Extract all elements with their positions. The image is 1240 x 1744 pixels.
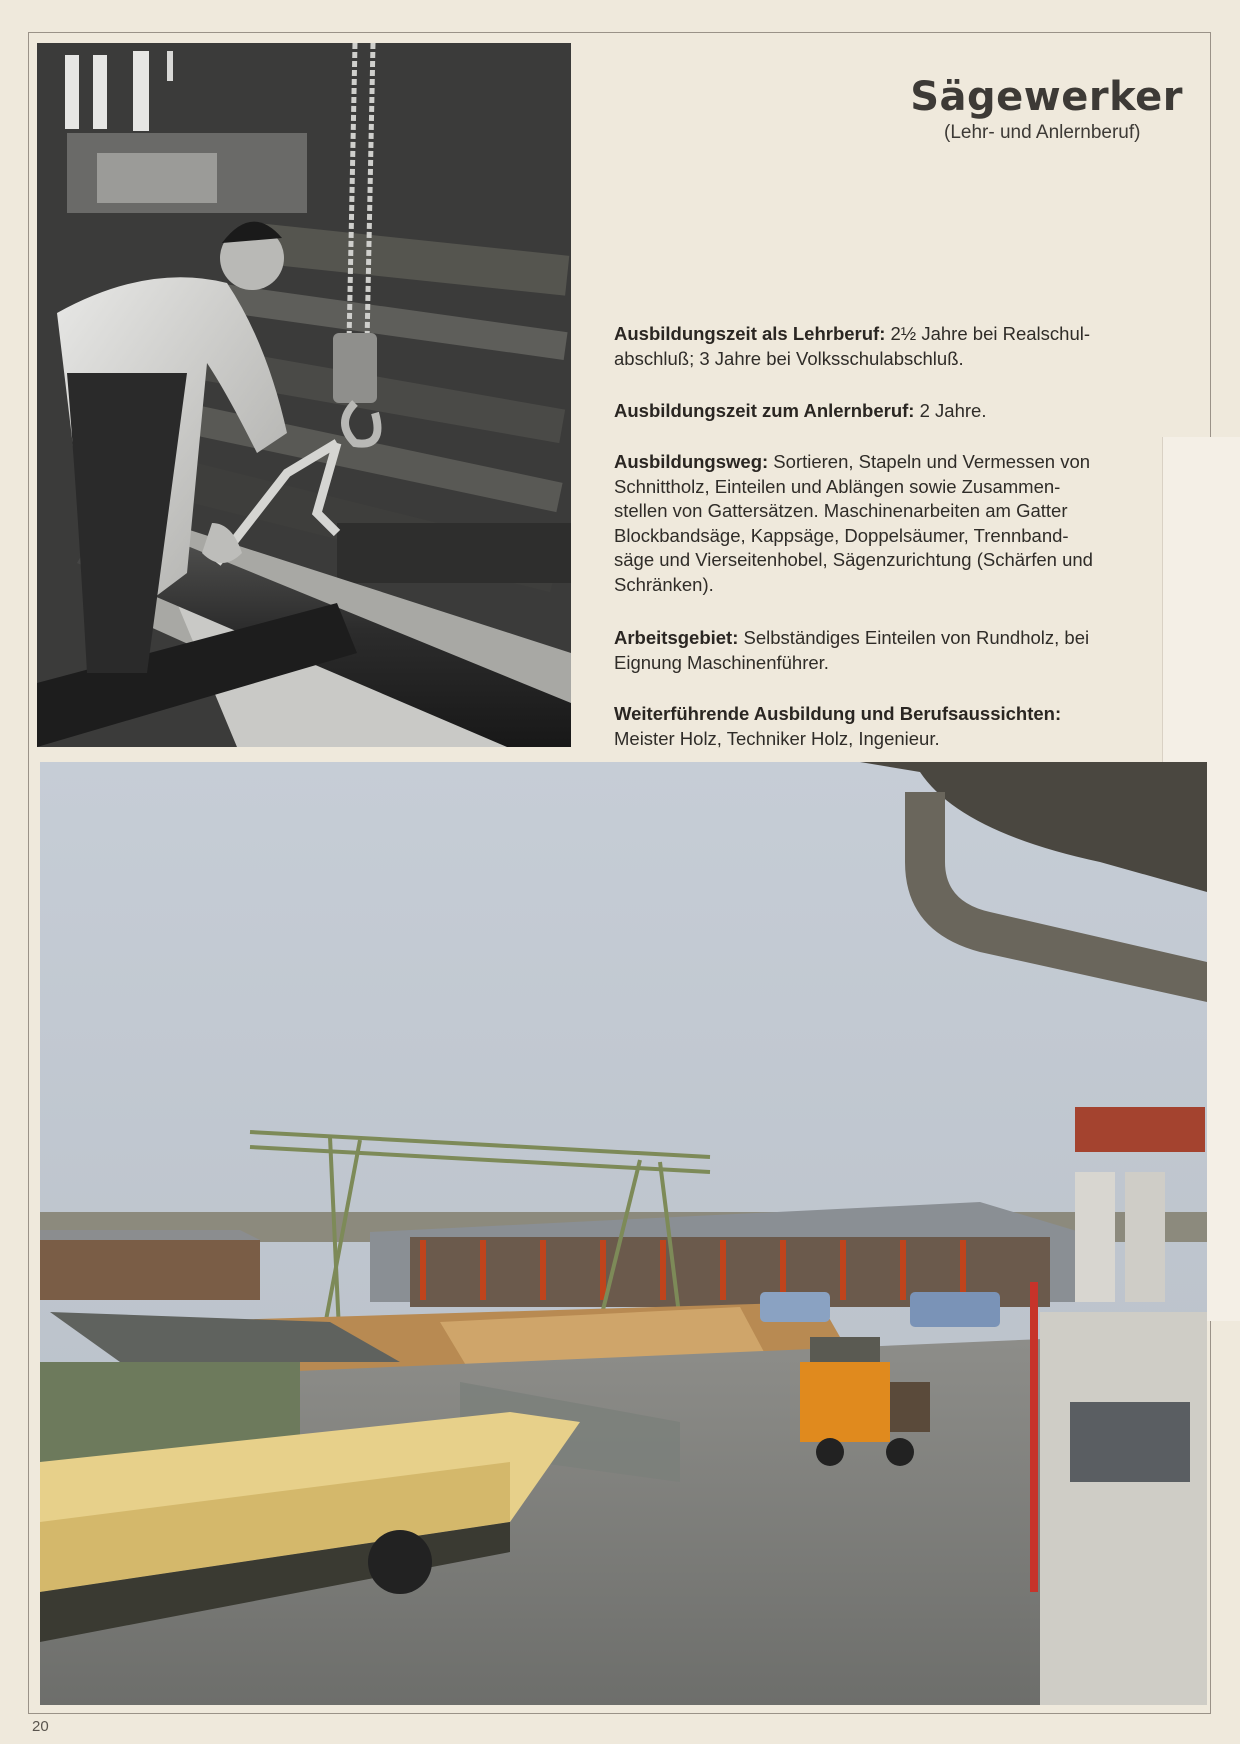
section-label: Arbeitsgebiet:: [614, 627, 739, 648]
section-training-semiskilled: [614, 399, 1164, 424]
section-label: Ausbildungsweg:: [614, 451, 769, 472]
section-text: stellen von Gattersätzen. Maschinenarbeiten am Gatter: [614, 500, 1068, 521]
section-training-apprenticeship: [614, 322, 1164, 371]
page-title: Sägewerker: [910, 74, 1183, 120]
sawmill-worker-photo: [37, 43, 571, 747]
section-text: Selbständiges Einteilen von Rundholz, bei: [738, 627, 1090, 648]
section-text: abschluß; 3 Jahre bei Volksschulabschluß.: [614, 347, 964, 369]
section-label: Ausbildungszeit zum Anlernberuf:: [614, 400, 915, 421]
section-work-area: [614, 626, 1164, 675]
sawmill-yard-photo: [40, 762, 1207, 1705]
section-text: säge und Vierseitenhobel, Sägenzurichtung (Schärfen und: [614, 549, 1093, 570]
section-text: Blockbandsäge, Kappsäge, Doppelsäumer, Trennband-: [614, 524, 1069, 546]
section-label: Ausbildungszeit als Lehrberuf:: [614, 323, 886, 344]
section-text: 2½ Jahre bei Realschul-: [885, 323, 1090, 344]
section-further-training: [614, 702, 1164, 751]
section-text: Meister Holz, Techniker Holz, Ingenieur.: [614, 727, 940, 749]
section-text: 2 Jahre.: [914, 400, 987, 421]
section-text: Sortieren, Stapeln und Vermessen von: [768, 451, 1091, 472]
section-text: Eignung Maschinenführer.: [614, 651, 829, 673]
page-subtitle: (Lehr- und Anlernberuf): [944, 122, 1141, 143]
section-training-path: [614, 450, 1164, 597]
section-text: Schnittholz, Einteilen und Ablängen sowie Zusammen-: [614, 475, 1061, 497]
section-label: Weiterführende Ausbildung und Berufsaussichten:: [614, 703, 1062, 724]
section-text: Schränken).: [614, 573, 714, 595]
page-number: 20: [32, 1718, 49, 1735]
